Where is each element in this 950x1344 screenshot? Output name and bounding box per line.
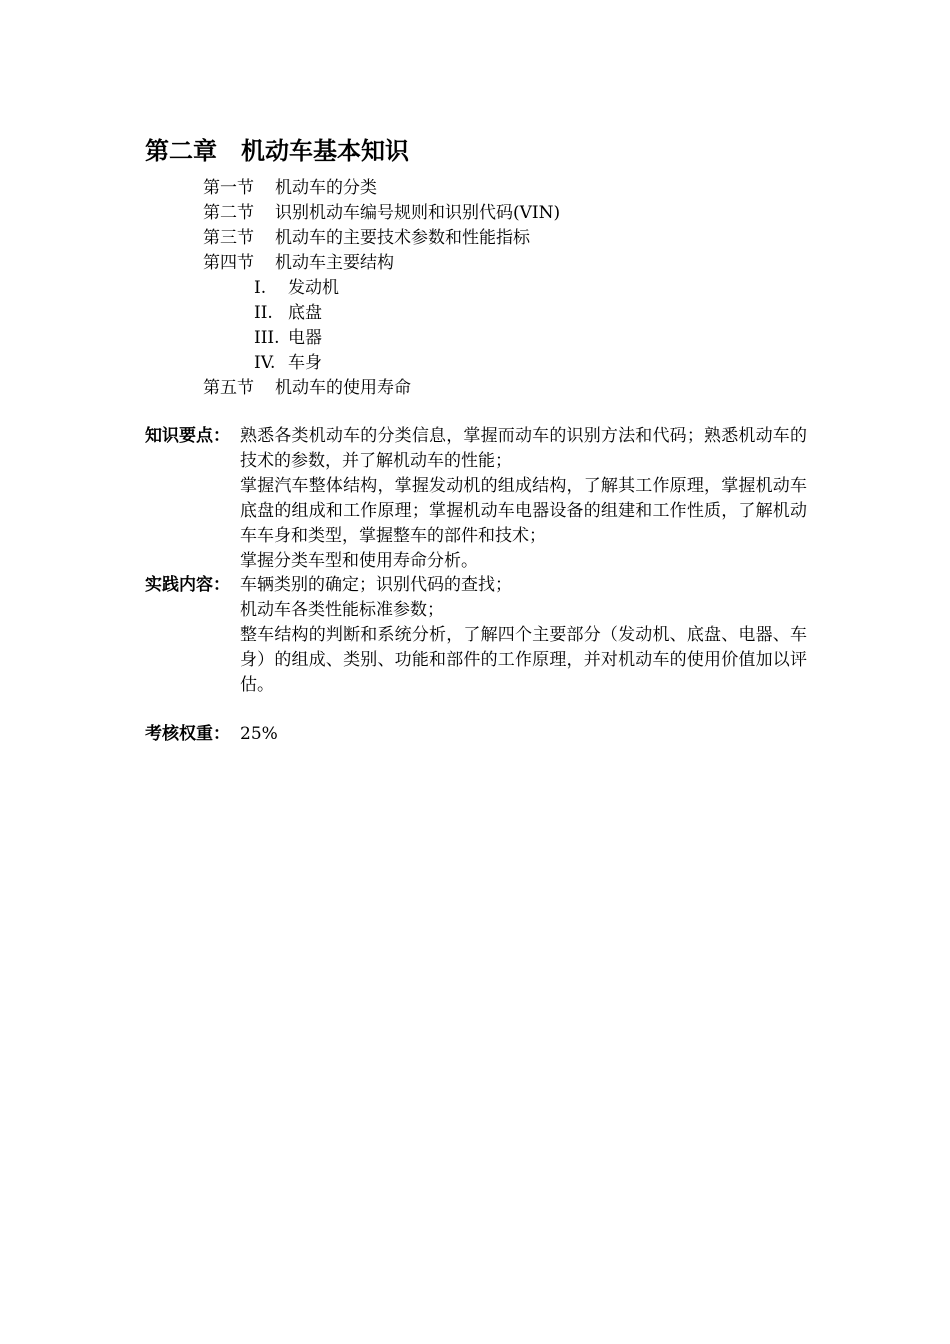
practice-paragraph: 车辆类别的确定；识别代码的查找；: [240, 575, 512, 595]
subsection-title: 底盘: [288, 303, 322, 323]
section-item: [203, 176, 560, 201]
subsection-number: IV.: [254, 353, 276, 373]
section-number: 第二节: [203, 203, 254, 223]
practice-paragraph: 整车结构的判断和系统分析，了解四个主要部分（发动机、底盘、电器、车身）的组成、类别、功能和部件的工作原理，并对机动车的使用价值加以评估。: [240, 625, 807, 695]
section-title: 机动车的使用寿命: [275, 378, 411, 398]
section-item: [203, 201, 560, 226]
subsection-title: 发动机: [288, 278, 339, 298]
section-number: 第三节: [203, 228, 254, 248]
subsection-number: I.: [254, 278, 267, 298]
assessment-weight: [145, 722, 807, 747]
subsection-item: [254, 351, 560, 376]
section-number: 第一节: [203, 178, 254, 198]
section-item: [203, 226, 560, 251]
subsection-item: [254, 326, 560, 351]
section-number: 第五节: [203, 378, 254, 398]
practice-content: [145, 573, 807, 698]
subsection-number: III.: [254, 328, 280, 348]
knowledge-paragraph: 熟悉各类机动车的分类信息，掌握而动车的识别方法和代码；熟悉机动车的技术的参数，并了解机动车的性能；: [240, 426, 807, 471]
weight-value: 25%: [240, 724, 278, 744]
subsection-item: [254, 276, 560, 301]
subsection-title: 车身: [288, 353, 322, 373]
section-title: 识别机动车编号规则和识别代码(VIN): [275, 203, 561, 223]
practice-label: 实践内容：: [145, 575, 230, 595]
subsection-title: 电器: [288, 328, 322, 348]
knowledge-paragraph: 掌握汽车整体结构，掌握发动机的组成结构，了解其工作原理，掌握机动车底盘的组成和工作原理；掌握机动车电器设备的组建和工作性质，了解机动车车身和类型，掌握整车的部件和技术；: [240, 476, 807, 546]
weight-label: 考核权重：: [145, 724, 230, 744]
practice-paragraph: 机动车各类性能标准参数；: [240, 600, 444, 620]
subsection-item: [254, 301, 560, 326]
knowledge-label: 知识要点：: [145, 426, 230, 446]
chapter-title: 第二章 机动车基本知识: [145, 136, 409, 165]
section-item: [203, 251, 560, 276]
section-title: 机动车的主要技术参数和性能指标: [275, 228, 530, 248]
section-title: 机动车主要结构: [275, 253, 394, 273]
subsection-list: [203, 276, 560, 376]
knowledge-points: [145, 424, 807, 574]
section-number: 第四节: [203, 253, 254, 273]
section-title: 机动车的分类: [275, 178, 377, 198]
section-item: [203, 376, 560, 401]
subsection-number: II.: [254, 303, 273, 323]
knowledge-paragraph: 掌握分类车型和使用寿命分析。: [240, 551, 478, 571]
table-of-contents: [203, 176, 560, 401]
